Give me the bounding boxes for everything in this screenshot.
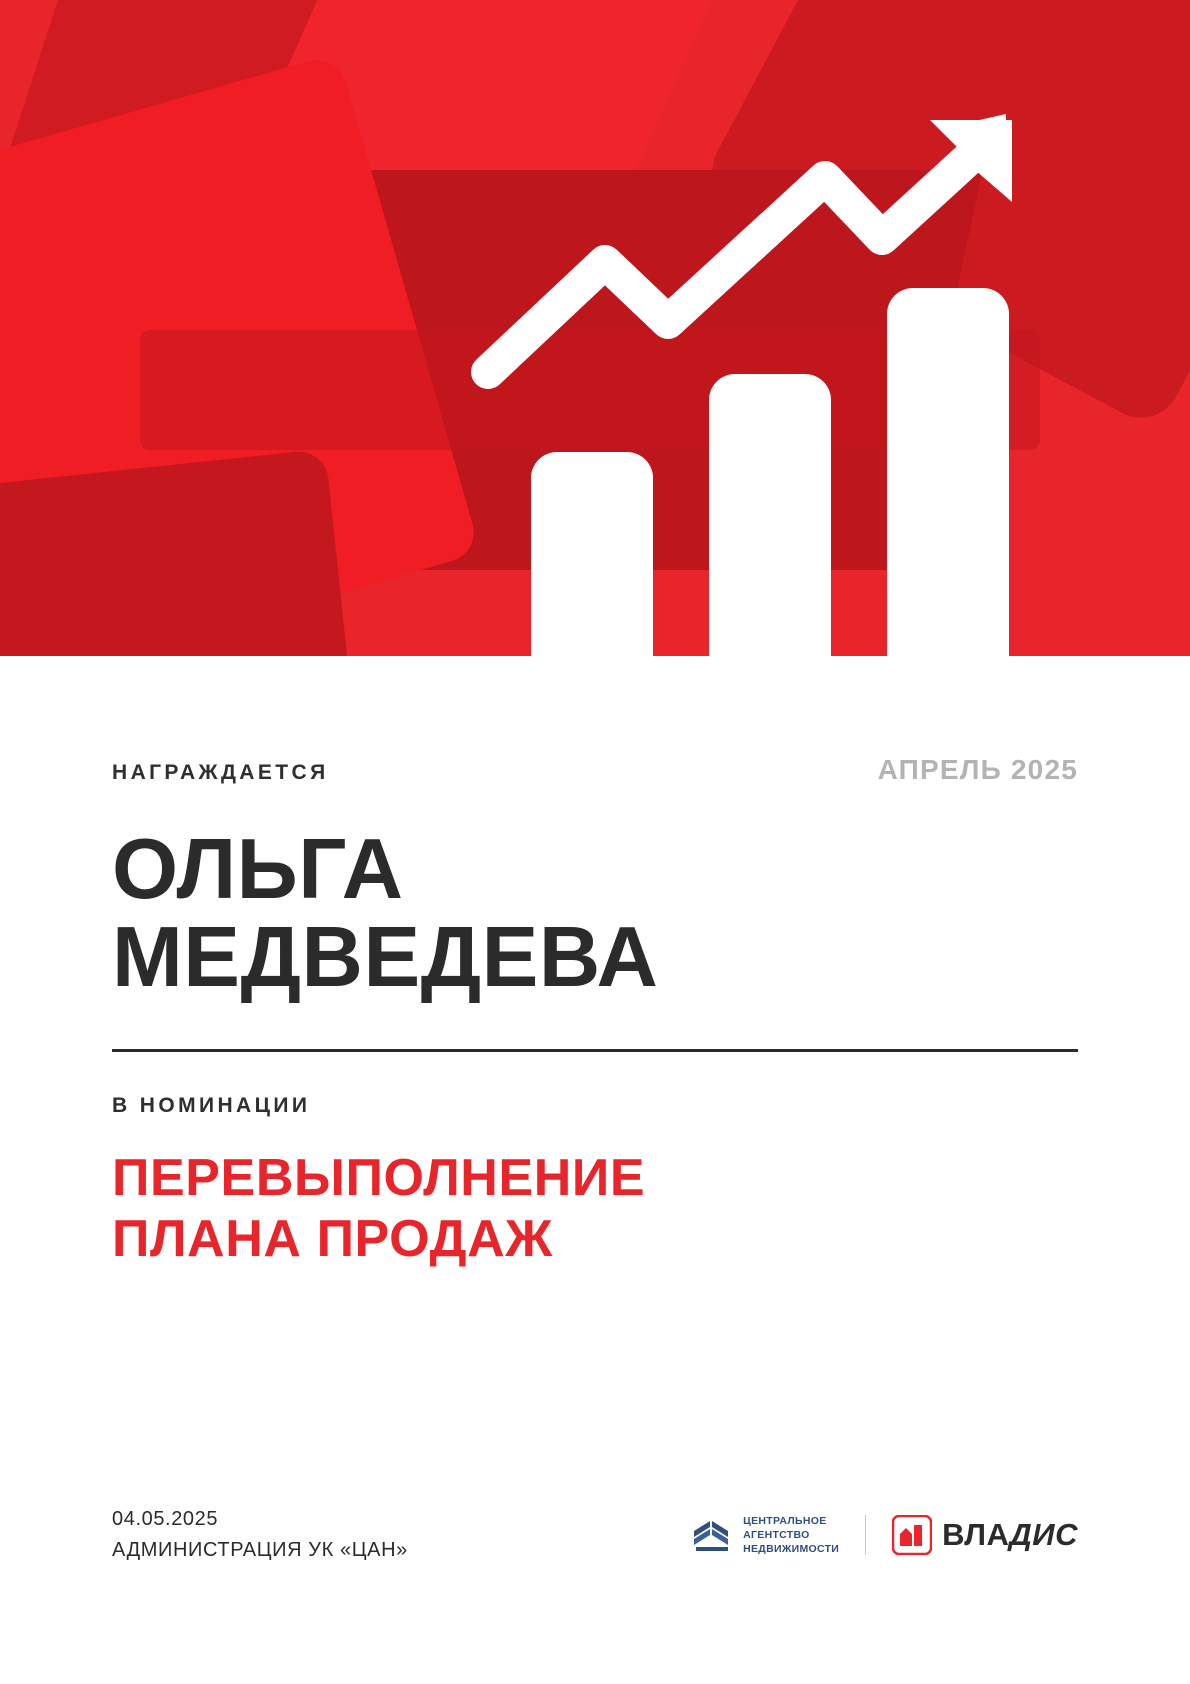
nomination-title-line2: ПЛАНА ПРОДАЖ xyxy=(112,1210,553,1269)
logo-vladis-plain: ВЛА xyxy=(942,1516,1010,1552)
nomination-title xyxy=(112,1148,1078,1271)
growth-chart-icon xyxy=(0,0,1190,656)
nomination-label: В НОМИНАЦИИ xyxy=(112,1094,311,1118)
certificate-body xyxy=(0,754,1190,1271)
section-divider xyxy=(112,1049,1078,1052)
chart-bar-3 xyxy=(887,288,1009,656)
recipient-name xyxy=(112,822,1078,1005)
certificate-footer xyxy=(112,1504,1078,1566)
logo-can-line1: ЦЕНТРАЛЬНОЕ xyxy=(743,1514,827,1527)
house-icon xyxy=(892,1515,932,1555)
footer-issuer-block xyxy=(112,1504,408,1566)
logo-separator xyxy=(865,1515,866,1555)
logo-can-text xyxy=(743,1514,839,1557)
chart-bar-2 xyxy=(709,374,831,656)
logo-vladis xyxy=(892,1515,1078,1555)
logo-can-line2: АГЕНТСТВО xyxy=(743,1528,810,1541)
can-mark-icon xyxy=(690,1515,734,1555)
recipient-name-line2: МЕДВЕДЕВА xyxy=(112,909,659,1005)
footer-logos xyxy=(690,1514,1078,1557)
logo-vladis-text xyxy=(942,1517,1078,1553)
period-label: АПРЕЛЬ 2025 xyxy=(877,754,1078,785)
logo-vladis-italic: ДИС xyxy=(1009,1516,1078,1552)
nomination-title-line1: ПЕРЕВЫПОЛНЕНИЕ xyxy=(112,1149,646,1208)
logo-can-line3: НЕДВИЖИМОСТИ xyxy=(743,1543,840,1556)
issuer-name: АДМИНИСТРАЦИЯ УК «ЦАН» xyxy=(112,1539,408,1561)
recipient-name-line1: ОЛЬГА xyxy=(112,822,404,917)
hero-banner xyxy=(0,0,1190,656)
certificate-header-row xyxy=(112,754,1078,786)
chart-bar-1 xyxy=(531,452,653,656)
logo-can xyxy=(690,1514,839,1557)
issue-date: 04.05.2025 xyxy=(112,1508,219,1530)
awarded-label: НАГРАЖДАЕТСЯ xyxy=(112,761,329,784)
